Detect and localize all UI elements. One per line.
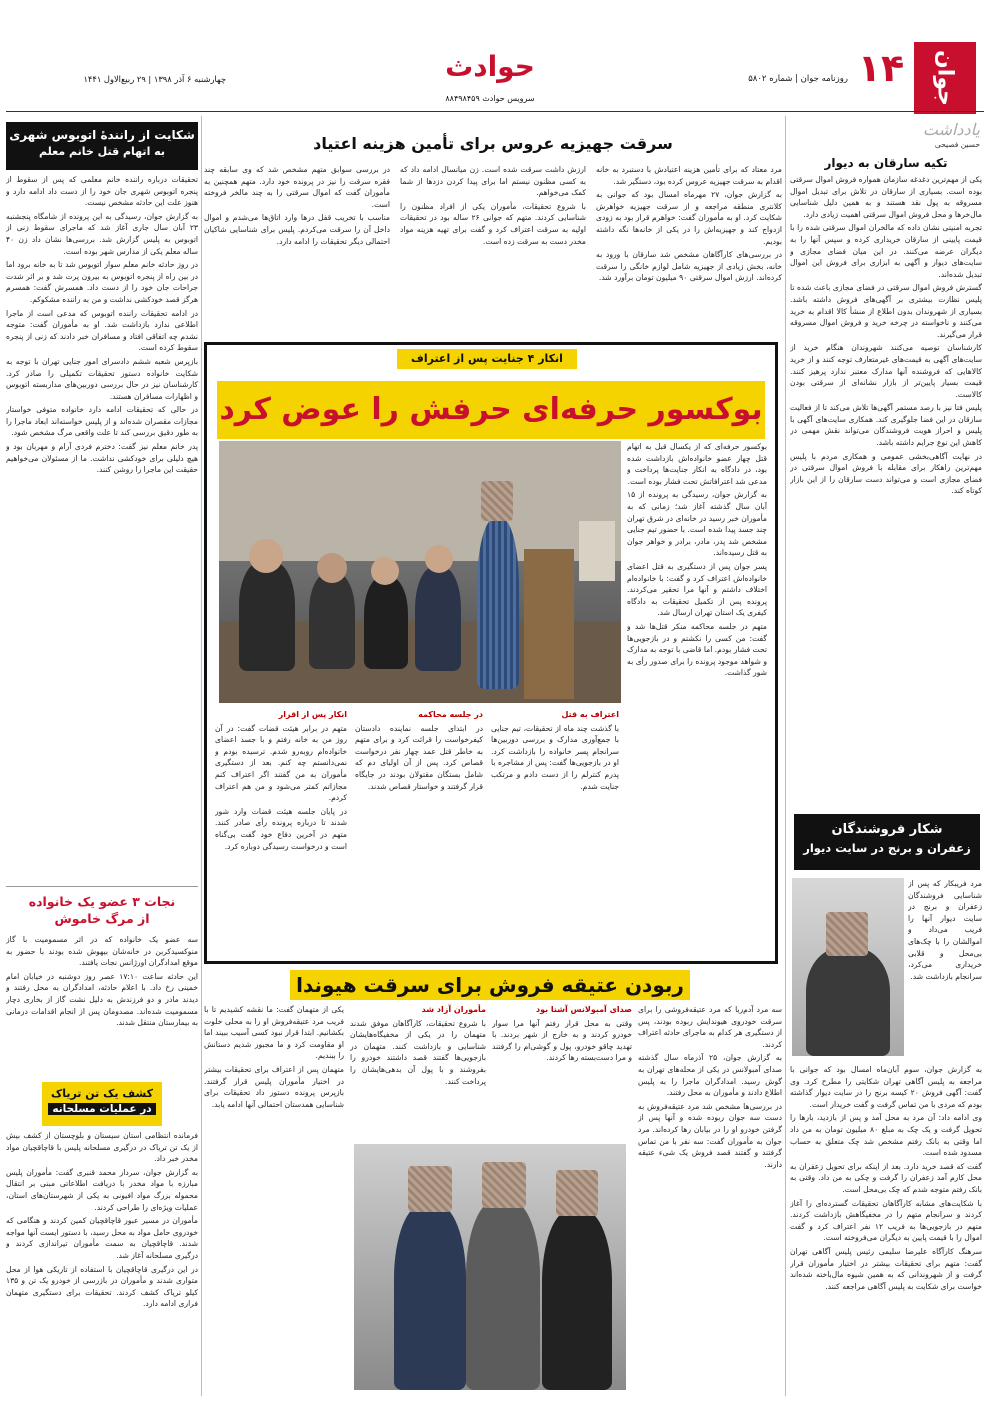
bus-headline-line-1: شکایت از رانندهٔ اتوبوس شهری [9, 128, 195, 142]
note-paragraph: تجربه امنیتی نشان داده که مالخران اموال سرقتی شده را با قیمت پایینی از سارقان خریداری کرده و سپس آنها را به دیگران عرضه می‌کنند. در این میان فضای مجازی و سایت‌های دیوار و آگهی به ابزاری برای فروش این اموال تبدیل شده‌اند. [790, 223, 982, 279]
date-line: چهارشنبه ۶ آذر ۱۳۹۸ | ۲۹ ربیع‌الاول ۱۴۴۱ [83, 74, 226, 84]
bus-paragraph: پدر خانم معلم نیز گفت: دخترم فردی آرام و مهربان بود و هیچ دلیلی برای خودکشی نداشت. ما از مسئولان می‌خواهیم حقیقت این ماجرا را روشن کنند. [6, 442, 198, 475]
boxer-paragraph: متهم در برابر هیئت قضات گفت: در آن روز من به خانه رفتم و با جسد اعضای خانواده‌ام روبه‌رو شدم. ترسیده بودم و نمی‌دانستم چه کنم. بعد از دستگیری مأموران به من گفتند اگر اعتراف کنم مجازاتم کمتر می‌شود و من هم اعتراف کردم. [215, 723, 347, 803]
left-column [6, 116, 198, 1396]
bus-paragraph: بازپرس شعبه ششم دادسرای امور جنایی تهران با توجه به شکایت خانواده دستور تحقیقات تکمیلی را صادر کرد. کارشناسان نیز در حال بررسی دوربین‌های مداربسته اتوبوس و اظهارات مسافران هستند. [6, 356, 198, 401]
note-paragraph: پلیس فتا نیز با رصد مستمر آگهی‌ها تلاش می‌کند تا از فعالیت سارقان در این فضا جلوگیری کند. همکاری سایت‌های آگهی با پلیس و احراز هویت فروشندگان می‌تواند نقش مهمی در کاهش این نوع جرایم داشته باشد. [790, 403, 982, 448]
dowry-paragraph: با شروع تحقیقات، مأموران یکی از افراد مظنون را شناسایی کردند. متهم که جوانی ۲۶ ساله بود در تحقیقات اولیه به سرقت اعتراف کرد و گفت برای تهیه هزینه مواد مخدر دست به سرقت زده است. [400, 201, 586, 246]
column-rule [201, 116, 202, 1396]
section-phone: سرویس حوادث ۸۸۴۹۸۴۵۹ [445, 94, 535, 103]
masthead-rule [6, 111, 984, 112]
note-headline: تکیه سارقان به دیوار [824, 156, 948, 170]
antique-paragraph: وقتی به محل قرار رفتم آنها مرا سوار خودرو کردند و به خارج از شهر بردند. با تهدید چاقو خودرو، پول و گوشی‌ام را گرفتند و مرا دست‌بسته رها کردند. [492, 1018, 632, 1063]
bus-paragraph: تحقیقات درباره راننده خانم معلمی که پس از سقوط از پنجره اتوبوس شهری جان خود را از دست داد ادامه دارد و هنوز علت این حادثه مشخص نیست. [6, 175, 198, 208]
antique-col-1 [638, 1004, 782, 1392]
opium-story-body [6, 1130, 198, 1394]
boxer-subhead: اعتراف به قتل [561, 710, 619, 719]
saffron-story [788, 810, 984, 1396]
dowry-paragraph: در بررسی سوابق متهم مشخص شد که وی سابقه چند فقره سرقت را نیز در پرونده خود دارد. متهم همچنین به مأموران گفت که اموال سرقتی را به چند مالخر فروخته است. [204, 165, 390, 209]
blurred-face [482, 1162, 526, 1208]
boxer-col-4 [215, 709, 347, 961]
rescue-paragraph: این حادثه ساعت ۱۷:۱۰ عصر روز دوشنبه در خیابان امام خمینی رخ داد. با اعلام حادثه، امدادگران به محل رفتند و دیدند مادر و دو فرزندش به دلیل نشت گاز از بخاری دچار مسمومیت شده‌اند. مصدومان پس از انجام اقدامات درمانی به بیمارستان منتقل شدند. [6, 971, 198, 1028]
rescue-headline-line-2: از مرگ خاموش [54, 911, 150, 926]
masthead [0, 0, 990, 112]
blurred-face [556, 1170, 598, 1216]
dowry-col-3 [204, 164, 390, 336]
opium-headline-line-1: کشف یک تن تریاک [50, 1087, 154, 1100]
note-paragraph: کارشناسان توصیه می‌کنند شهروندان هنگام خرید از سایت‌های آگهی به قیمت‌های غیرمتعارف توجه کنند و از خرید کالاهایی که فروشنده آنها مدارک معتبر ندارد پرهیز کنند. قیمت بسیار پایین‌تر از بازار نشانه‌ای از سرقتی بودن کالاست. [790, 343, 982, 399]
bus-headline-line-2: به اتهام قتل خانم معلم [39, 145, 165, 158]
boxer-paragraph: در ابتدای جلسه نماینده دادستان کیفرخواست را قرائت کرد و برای متهم به خاطر قتل عمد چهار نفر درخواست قصاص کرد. پس از آن اولیای دم که شامل بستگان مقتولان بودند در جایگاه قرار گرفتند و خواستار قصاص شدند. [355, 723, 483, 791]
blurred-face [826, 912, 868, 956]
boxer-col-3 [355, 709, 483, 961]
antique-subhead: صدای آمبولانس آشنا بود [535, 1005, 632, 1014]
saffron-paragraph: گفت که قصد خرید دارد. بعد از اینکه برای تحویل زعفران به محل کارم آمد زعفران را گرفت و چکی به من داد. وقتی به بانک رفتم متوجه شدم که چک بی‌محل است. [790, 1161, 982, 1194]
note-paragraph: در نهایت آگاهی‌بخشی عمومی و همکاری مردم با پلیس مهم‌ترین راهکار برای مقابله با فروش اموال سرقتی در فضای مجازی است و می‌تواند دست سارقان را از این بازار کوتاه کند. [790, 451, 982, 496]
dowry-story [204, 116, 782, 340]
bus-headline-box [6, 122, 198, 170]
dowry-paragraph: مناسب با تخریب قفل در‌ها وارد اتاق‌ها می‌شدم و اموال داخل آن را سرقت می‌کردم. پلیس برای شناسایی شاکیان احتمالی دیگر تحقیقات را ادامه دارد. [204, 213, 390, 246]
bus-story-body [6, 174, 198, 882]
dowry-col-1 [596, 164, 782, 336]
dowry-paragraph: مرد معتاد که برای تأمین هزینه اعتیادش با دستبرد به خانه اقدام به سرقت جهیزیه عروس کرده بود، دستگیر شد. [596, 165, 782, 186]
rescue-paragraph: سه عضو یک خانواده که در اثر مسمومیت با گاز منوکسیدکربن در خانه‌شان بیهوش شده بودند با حضور به موقع امدادگران اورژانس نجات یافتند. [6, 935, 198, 968]
bus-paragraph: به گزارش جوان، رسیدگی به این پرونده از شامگاه پنجشنبه ۲۳ آبان سال جاری آغاز شد که ماجرای سقوط زنی از اتوبوس به پلیس گزارش شد. بررسی‌ها نشان داد زن ۴۰ ساله معلم یکی از مدارس شهر بوده است. [6, 211, 198, 256]
boxer-paragraph: متهم در جلسه محاکمه منکر قتل‌ها شد و گفت: من کسی را نکشتم و در بازجویی‌ها تحت فشار بودم. اما قاضی با توجه به مدارک و شواهد موجود پرونده را برای صدور رأی به شور گذاشت. [627, 621, 767, 678]
dowry-col-2 [400, 164, 586, 336]
saffron-paragraph: سرهنگ کارآگاه علیرضا سلیمی رئیس پلیس آگاهی تهران گفت: متهم برای تحقیقات بیشتر در اختیار مأموران قرار گرفت و از شهروندانی که به همین شیوه مال‌باخته شده‌اند خواست برای شکایت به پلیس آگاهی مراجعه کنند. [790, 1246, 982, 1291]
saffron-headline-box [794, 814, 980, 870]
antique-paragraph: یکی از متهمان گفت: ما نقشه کشیدیم تا با فریب مرد عتیقه‌فروش او را به محلی خلوت بکشانیم. ابتدا قرار نبود کسی آسیب ببیند اما او مقاومت کرد و ما مجبور شدیم دستانش را ببندیم. [204, 1005, 344, 1061]
antique-paragraph: به گزارش جوان، ۲۵ آذرماه سال گذشته صدای آمبولانس در یکی از محله‌های تهران به گوش رسید. امدادگران ماجرا را به پلیس اطلاع دادند و مأموران به محل رفتند. [638, 1053, 782, 1098]
opium-headline-line-2: در عملیات مسلحانه [48, 1103, 156, 1115]
boxer-lede [627, 441, 767, 961]
boxer-paragraph: پسر جوان پس از دستگیری به قتل اعضای خانواده‌اش اعتراف کرد و گفت: با خانواده‌ام اختلاف داشتم و آنها مرا تحقیر می‌کردند. پرونده پس از تکمیل تحقیقات به دادگاه کیفری یک استان تهران ارسال شد. [627, 561, 767, 618]
dowry-paragraph: ارزش داشت سرقت شده است. زن میانسال ادامه داد که به کسی مظنون نیستم اما برای پیدا کردن دزدها از شما کمک می‌خواهم. [400, 165, 586, 198]
antique-col-4 [204, 1004, 344, 1392]
note-paragraph: گسترش فروش اموال سرقتی در فضای مجازی باعث شده تا پلیس نظارت بیشتری بر آگهی‌های فروش داشته باشد. بسیاری از شهروندان بدون اطلاع از منشأ کالا اقدام به خرید می‌کنند و ناخواسته در چرخه خرید و فروش اموال مسروقه قرار می‌گیرند. [790, 283, 982, 339]
note-column [788, 116, 984, 806]
column-rule [785, 116, 786, 1396]
boxer-headline: بوکسور حرفه‌ای حرفش را عوض کرد [217, 381, 765, 439]
boxer-paragraph: در پایان جلسه هیئت قضات وارد شور شدند تا درباره پرونده رأی صادر کنند. متهم در آخرین دفاع خود گفت بی‌گناه است و درخواست رسیدگی دوباره کرد. [215, 806, 347, 851]
boxer-paragraph: به گزارش جوان، رسیدگی به پرونده از ۱۵ آبان سال گذشته آغاز شد؛ زمانی که به مأموران خبر رسید در خانه‌ای در شرق تهران چند جسد پیدا شده است. با حضور تیم جنایی مشخص شد پدر، مادر، برادر و خواهر جوان به قتل رسیده‌اند. [627, 490, 767, 558]
dowry-paragraph: به گزارش جوان، ۲۷ مهرماه امسال بود که جوانی به کلانتری منطقه مراجعه و از سرقت جهیزیه خواهرش شکایت کرد. او به مأموران گفت: خواهرم قرار بود به زودی ازدواج کند و جهیزیه‌اش را در یکی از خانه‌ها نگه داشته بودیم. [596, 190, 782, 246]
bus-paragraph: در ادامه تحقیقات راننده اتوبوس که مدعی است از ماجرا اطلاعی ندارد بازداشت شد. او به مأموران گفت: متوجه نشدم چه اتفاقی افتاد و مسافران خبر دادند که زنی از پنجره سقوط کرده است. [6, 308, 198, 353]
opium-paragraph: در این درگیری قاچاقچیان با استفاده از تاریکی هوا از محل متواری شدند و مأموران در بازرسی از خودرو یک تن و ۱۳۵ کیلو تریاک کشف کردند. تحقیقات برای دستگیری متهمان فراری ادامه دارد. [6, 1264, 198, 1309]
suspects-photo [354, 1144, 626, 1390]
opium-paragraph: مأموران در مسیر عبور قاچاقچیان کمین کردند و هنگامی که خودروی حامل مواد به محل رسید، با دستور ایست آنها مواجه شدند. قاچاقچیان به سمت مأموران تیراندازی کردند و درگیری مسلحانه آغاز شد. [6, 1216, 198, 1260]
rescue-story-body [6, 934, 198, 1076]
note-body [790, 174, 982, 802]
dowry-headline: سرقت جهیزیه عروس برای تأمین هزینه اعتیاد [313, 134, 673, 153]
boxer-kicker: انکار ۴ جنایت پس از اعتراف [397, 349, 577, 369]
saffron-headline-line-2: زعفران و برنج در سایت دیوار [803, 841, 971, 855]
page-number: ۱۴ [857, 46, 905, 90]
note-author: حسین فصیحی [934, 140, 980, 149]
boxer-subhead: در جلسه محاکمه [418, 710, 483, 719]
dowry-paragraph: در بررسی‌های کارآگاهان مشخص شد سارقان با ورود به خانه، بخش زیادی از جهیزیه شامل لوازم خانگی را سرقت کرده‌اند. ارزش اموال سرقتی ۹۰ میلیون تومان برآورد شد. [596, 250, 782, 283]
opium-paragraph: به گزارش جوان، سردار محمد قنبری گفت: مأموران پلیس مبارزه با مواد مخدر با دریافت اطلاعاتی مبنی بر انتقال محموله بزرگ مواد افیونی به یکی از شهرستان‌های استان، عملیات ویژه‌ای را طراحی کردند. [6, 1167, 198, 1212]
note-label: یادداشت [922, 120, 980, 139]
antique-col-2 [492, 1004, 632, 1140]
antique-paragraph: متهمان پس از اعتراف برای تحقیقات بیشتر در اختیار مأموران پلیس قرار گرفتند. بازپرس پرونده دستور داد تحقیقات برای شناسایی همدستان احتمالی آنها ادامه یابد. [204, 1064, 344, 1109]
suspect-photo [792, 878, 904, 1056]
blurred-face [481, 481, 513, 521]
saffron-paragraph: با شکایت‌های مشابه کارآگاهان تحقیقات گسترده‌ای را آغاز کردند و سرانجام متهم را در مخفیگاهش بازداشت کردند. متهم در بازجویی‌ها به فریب ۱۲ نفر اعتراف کرد و گفت اموال را با قیمت پایین به دیگران می‌فروخته است. [790, 1198, 982, 1243]
saffron-side-text [908, 878, 982, 1060]
logo: جوان [914, 42, 976, 114]
antique-paragraph: با شروع تحقیقات، کارآگاهان موفق شدند متهمان را در یکی از مخفیگاه‌هایشان شناسایی و بازداشت کنند. متهمان در بازجویی‌ها گفتند قصد داشتند خودرو را بفروشند و با پول آن بدهی‌هایشان را پرداخت کنند. [350, 1018, 486, 1086]
boxer-col-2 [491, 709, 619, 961]
antique-subhead: مأموران آزاد شد [421, 1005, 486, 1014]
opium-headline-box [42, 1082, 162, 1126]
boxer-paragraph: بوکسور حرفه‌ای که از یکسال قبل به اتهام قتل چهار عضو خانواده‌اش بازداشت شده بود، در دادگاه به انکار جنایت‌ها پرداخت و مدعی شد اعترافاتش تحت فشار بوده است. [627, 442, 767, 486]
antique-paragraph: سه مرد آدم‌ربا که مرد عتیقه‌فروشی را برای سرقت خودروی هیوندایش ربوده بودند، پس از دستگیری هر کدام به ماجرای حادثه اعتراف کردند. [638, 1005, 782, 1049]
saffron-paragraph: مرد فریبکار که پس از شناسایی فروشندگان زعفران و برنج در سایت دیوار آنها را فریب می‌داد و اموالشان را با چک‌های بی‌محل و قلابی خریداری می‌کرد، سرانجام بازداشت شد. [908, 879, 982, 981]
note-paragraph: یکی از مهم‌ترین دغدغه سازمان همواره فروش اموال سرقتی بوده است. بسیاری از سارقان در تلاش برای تبدیل اموال مسروقه به پول نقد هستند و به همین دلیل شناسایی مال‌خرها و محل فروش اموال سرقتی اهمیت زیادی دارد. [790, 175, 982, 219]
section-title: حوادث [445, 50, 535, 83]
bus-paragraph: در حالی که تحقیقات ادامه دارد خانواده متوفی خواستار مجازات مقصران شده‌اند و از پلیس خواسته‌اند ابعاد ماجرا را به طور دقیق بررسی کند تا علت واقعی مرگ مشخص شود. [6, 405, 198, 438]
boxer-story [204, 342, 778, 964]
courtroom-photo [219, 441, 621, 703]
saffron-paragraph: وی ادامه داد: آن مرد به محل آمد و پس از بازدید، بارها را تحویل گرفت و یک چک به مبلغ ۸۰ میلیون تومان به من داد اما وقتی به بانک رفتم مشخص شد چک متعلق به حساب مسدود شده است. [790, 1113, 982, 1158]
antique-story [204, 968, 782, 1396]
antique-col-3 [350, 1004, 486, 1140]
rescue-headline [6, 894, 198, 926]
saffron-headline-line-1: شکار فروشندگان [831, 822, 943, 837]
saffron-paragraph: به گزارش جوان، سوم آبان‌ماه امسال بود که جوانی با مراجعه به پلیس آگاهی تهران شکایتی را مطرح کرد. وی گفت: آگهی فروش ۲۰ کیسه برنج را در سایت دیوار گذاشته بودم که مردی با من تماس گرفت و گفت خریدار است. [790, 1065, 982, 1109]
issue-info: روزنامه جوان | شماره ۵۸۰۲ [748, 74, 848, 84]
antique-paragraph: در بررسی‌ها مشخص شد مرد عتیقه‌فروش به دست سه جوان ربوده شده و آنها پس از گرفتن خودرو او را در بیابان رها کرده‌اند. مرد جوان به مأموران گفت: سه نفر با من تماس گرفتند و گفتند قصد فروش یک شیء عتیقه دارند. [638, 1101, 782, 1169]
opium-paragraph: فرمانده انتظامی استان سیستان و بلوچستان از کشف بیش از یک تن تریاک در درگیری مسلحانه پلیس با قاچاقچیان مواد مخدر خبر داد. [6, 1131, 198, 1164]
rescue-headline-line-1: نجات ۳ عضو یک خانواده [28, 894, 176, 909]
section-divider [6, 886, 198, 887]
blurred-face [408, 1166, 452, 1212]
boxer-subhead: انکار پس از اقرار [278, 710, 347, 719]
bus-paragraph: در روز حادثه خانم معلم سوار اتوبوس شد تا به خانه برود اما در بین راه از پنجره اتوبوس به بیرون پرت شد و بر اثر شدت جراحات جان خود را از دست داد. همسرش گفت: همسرم هرگز قصد خودکشی نداشت و من به راننده مشکوکم. [6, 260, 198, 304]
saffron-body [790, 1064, 982, 1392]
antique-headline: ربودن عتیقه فروش برای سرقت هیوندا [290, 970, 690, 1000]
boxer-paragraph: با گذشت چند ماه از تحقیقات، تیم جنایی با جمع‌آوری مدارک و بررسی دوربین‌ها سرانجام پسر خانواده را بازداشت کرد. او در بازجویی‌ها گفت: پس از مشاجره با پدرم کنترلم را از دست دادم و مرتکب جنایت شدم. [491, 723, 619, 791]
